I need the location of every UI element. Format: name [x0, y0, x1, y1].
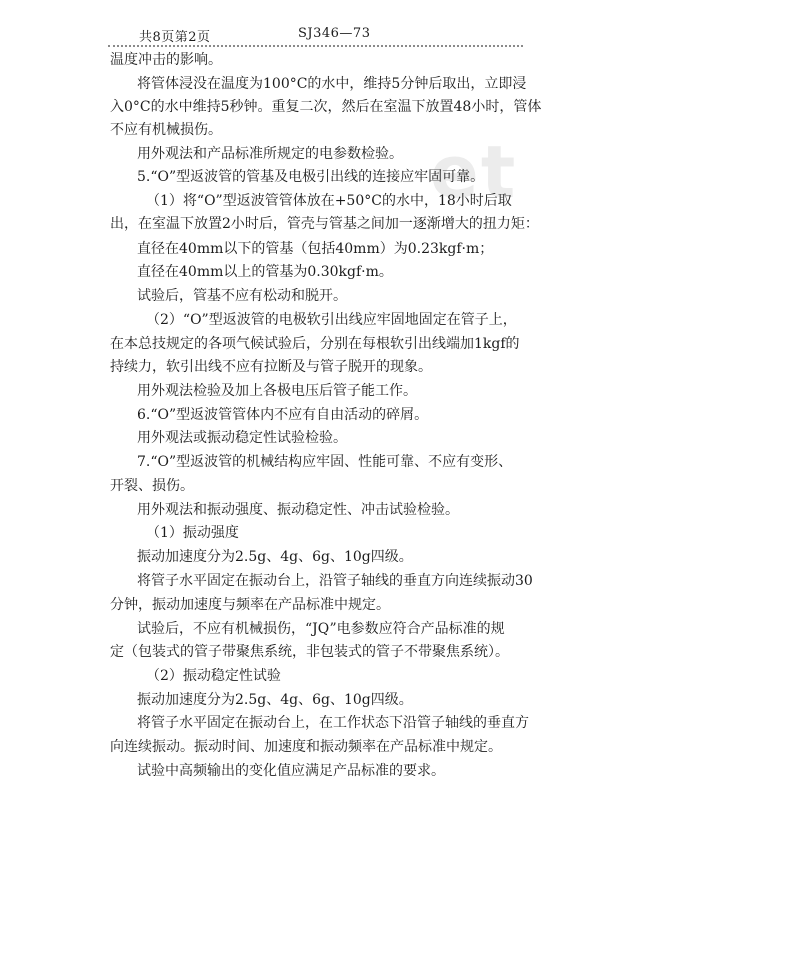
header-divider [108, 45, 523, 47]
text-line: 出，在室温下放置2小时后，管壳与管基之间加一逐渐增大的扭力矩： [110, 216, 539, 232]
text-line: 定（包装式的管子带聚焦系统，非包装式的管子不带聚焦系统）。 [110, 644, 509, 660]
text-line: 试验后，管基不应有松动和脱开。 [137, 288, 347, 304]
text-line: 振动加速度分为2.5g、4g、6g、10g四级。 [137, 549, 413, 565]
text-line: 直径在40mm以下的管基（包括40mm）为0.23kgf·m； [137, 241, 494, 257]
text-line: 分钟，振动加速度与频率在产品标准中规定。 [110, 597, 390, 613]
text-line: （2）振动稳定性试验 [146, 668, 281, 684]
page-header [0, 26, 800, 48]
text-line: 持续力，软引出线不应有拉断及与管子脱开的现象。 [110, 359, 432, 375]
watermark: et [430, 130, 518, 214]
text-line: （2）“O”型返波管的电极软引出线应牢固地固定在管子上， [146, 312, 517, 328]
text-line: 5.“O”型返波管的管基及电极引出线的连接应牢固可靠。 [137, 169, 485, 185]
text-line: 不应有机械损伤。 [110, 122, 222, 138]
text-line: 将管子水平固定在振动台上，沿管子轴线的垂直方向连续振动30 [137, 573, 533, 589]
text-line: 用外观法或振动稳定性试验检验。 [137, 430, 347, 446]
text-line: 试验中高频输出的变化值应满足产品标准的要求。 [137, 763, 445, 779]
page-number: 共8页第2页 [139, 30, 211, 45]
text-line: 试验后，不应有机械损伤，“JQ”电参数应符合产品标准的规 [137, 621, 505, 637]
text-line: 用外观法和产品标准所规定的电参数检验。 [137, 146, 403, 162]
text-line: 7.“O”型返波管的机械结构应牢固、性能可靠、不应有变形、 [137, 454, 513, 470]
text-line: 直径在40mm以上的管基为0.30kgf·m。 [137, 264, 393, 280]
text-line: 用外观法和振动强度、振动稳定性、冲击试验检验。 [137, 502, 459, 518]
document-code: SJ346—73 [298, 26, 371, 41]
text-line: （1）将“O”型返波管管体放在+50°C的水中，18小时后取 [146, 193, 512, 209]
text-line: 入0°C的水中维持5秒钟。重复二次，然后在室温下放置48小时，管体 [110, 99, 542, 115]
text-line: 在本总技规定的各项气候试验后，分别在每根软引出线端加1kgf的 [110, 336, 520, 352]
text-line: 振动加速度分为2.5g、4g、6g、10g四级。 [137, 692, 413, 708]
text-line: 6.“O”型返波管管体内不应有自由活动的碎屑。 [137, 407, 429, 423]
text-line: 将管子水平固定在振动台上，在工作状态下沿管子轴线的垂直方 [137, 715, 529, 731]
text-line: 开裂、损伤。 [110, 478, 194, 494]
text-line: 将管体浸没在温度为100°C的水中，维持5分钟后取出，立即浸 [137, 76, 527, 92]
text-line: （1）振动强度 [146, 525, 239, 541]
text-line: 用外观法检验及加上各极电压后管子能工作。 [137, 383, 417, 399]
text-line: 向连续振动。振动时间、加速度和振动频率在产品标准中规定。 [110, 739, 502, 755]
text-line: 温度冲击的影响。 [110, 52, 222, 68]
